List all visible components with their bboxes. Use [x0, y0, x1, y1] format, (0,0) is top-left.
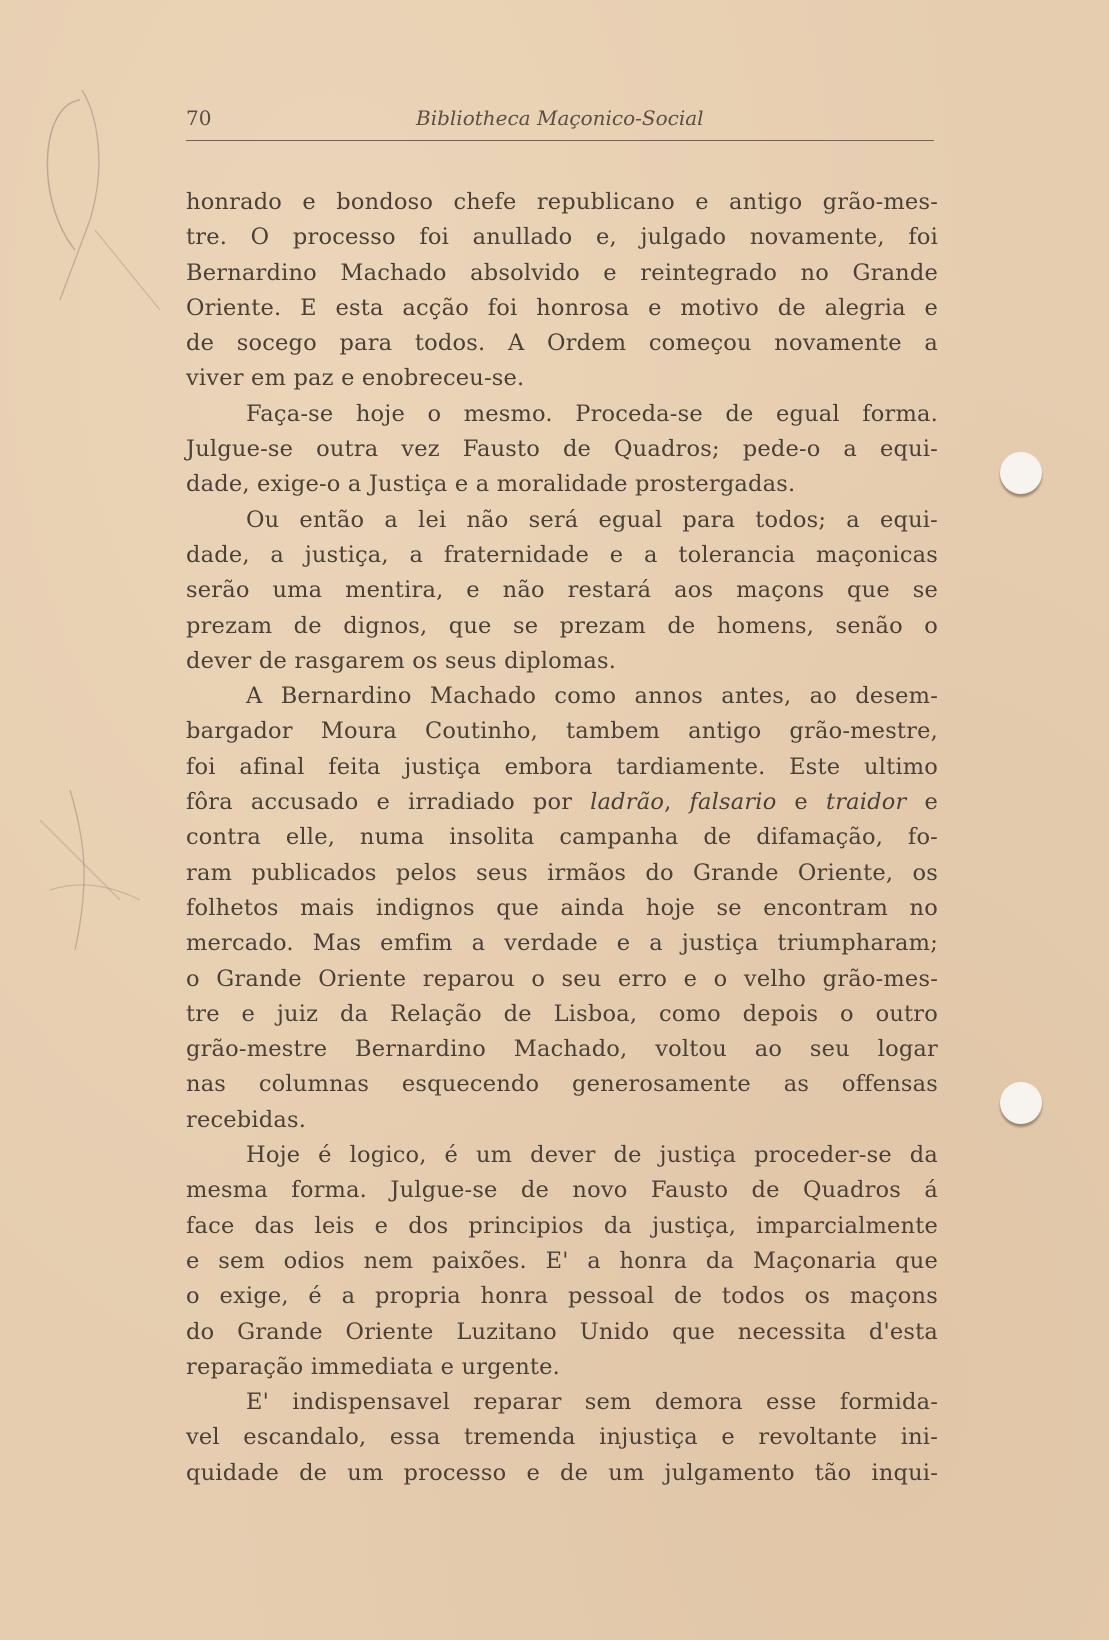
text-line: Bernardino Machado absolvido e reintegrado no Grande	[186, 259, 938, 286]
text-line: A Bernardino Machado como annos antes, ao desem-	[246, 683, 938, 710]
text-line: e sem odios nem paixões. E' a honra da Maçonaria que	[186, 1247, 938, 1274]
text-line: tre. O processo foi anullado e, julgado novamente, foi	[186, 224, 938, 251]
text-line: grão-mestre Bernardino Machado, voltou ao seu logar	[186, 1036, 938, 1063]
punch-hole-upper	[1000, 452, 1042, 494]
text-line: foi afinal feita justiça embora tardiamente. Este ultimo	[186, 753, 938, 780]
text-line: quidade de um processo e de um julgamento tão inqui-	[186, 1459, 938, 1486]
text-line: do Grande Oriente Luzitano Unido que necessita d'esta	[186, 1318, 938, 1345]
pencil-annotation-bottom	[30, 780, 150, 960]
text-line: fôra accusado e irradiado por ladrão, falsario e traidor e	[186, 789, 938, 816]
text-line: prezam de dignos, que se prezam de homens, senão o	[186, 612, 938, 639]
text-line: tre e juiz da Relação de Lisboa, como depois o outro	[186, 1000, 938, 1027]
text-line: serão uma mentira, e não restará aos maçons que se	[186, 577, 938, 604]
text-line: Faça-se hoje o mesmo. Proceda-se de egual forma.	[246, 400, 938, 427]
header-title: Bibliotheca Maçonico-Social	[416, 106, 704, 130]
text-line: honrado e bondoso chefe republicano e antigo grão-mes-	[186, 189, 938, 215]
text-line: Ou então a lei não será egual para todos; a equi-	[246, 506, 938, 533]
text-line: dever de rasgarem os seus diplomas.	[186, 647, 617, 674]
text-line: Oriente. E esta acção foi honrosa e motivo de alegria e	[186, 294, 938, 321]
running-header	[186, 104, 934, 141]
text-line: viver em paz e enobreceu-se.	[186, 365, 525, 392]
text-line: mesma forma. Julgue-se de novo Fausto de Quadros á	[186, 1177, 938, 1204]
page-number: 70	[186, 106, 212, 130]
pencil-annotation-top	[20, 80, 170, 320]
text-line: face das leis e dos principios da justiça, imparcialmente	[186, 1212, 938, 1239]
text-line: contra elle, numa insolita campanha de difamação, fo-	[186, 824, 938, 851]
text-line: bargador Moura Coutinho, tambem antigo grão-mestre,	[186, 718, 938, 745]
text-line: recebidas.	[186, 1106, 307, 1133]
text-line: vel escandalo, essa tremenda injustiça e revoltante ini-	[186, 1424, 938, 1451]
text-line: ram publicados pelos seus irmãos do Grande Oriente, os	[186, 859, 938, 886]
body-text	[186, 185, 938, 1491]
text-line: reparação immediata e urgente.	[186, 1353, 561, 1380]
text-line: folhetos mais indignos que ainda hoje se encontram no	[186, 894, 938, 921]
text-line: Julgue-se outra vez Fausto de Quadros; pede-o a equi-	[186, 436, 938, 463]
text-line: o exige, é a propria honra pessoal de todos os maçons	[186, 1283, 938, 1310]
text-line: de socego para todos. A Ordem começou novamente a	[186, 330, 938, 357]
text-line: mercado. Mas emfim a verdade e a justiça triumpharam;	[186, 930, 938, 957]
text-line: Hoje é logico, é um dever de justiça proceder-se da	[246, 1142, 938, 1169]
text-line: o Grande Oriente reparou o seu erro e o velho grão-mes-	[186, 965, 938, 992]
text-line: dade, exige-o a Justiça e a moralidade prostergadas.	[186, 471, 796, 498]
text-line: E' indispensavel reparar sem demora esse formida-	[246, 1389, 938, 1416]
punch-hole-lower	[1000, 1082, 1042, 1124]
text-line: nas columnas esquecendo generosamente as offensas	[186, 1071, 938, 1098]
text-line: dade, a justiça, a fraternidade e a tolerancia maçonicas	[186, 541, 938, 568]
